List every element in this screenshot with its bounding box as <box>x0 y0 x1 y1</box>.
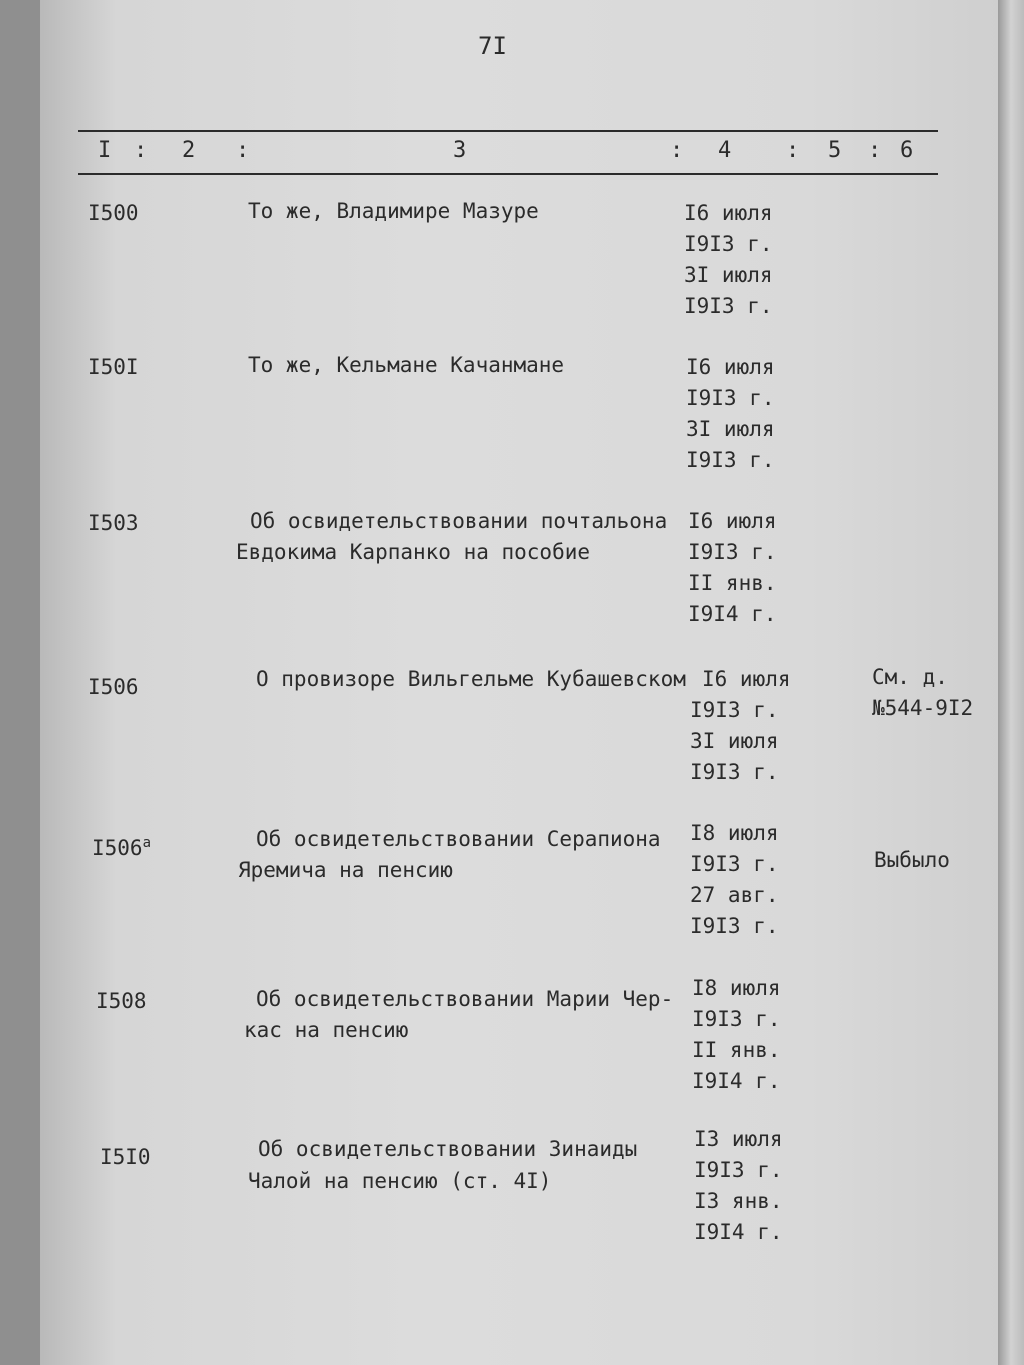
row-number: I503 <box>88 511 139 535</box>
row-date: I3 июля <box>694 1127 783 1151</box>
row-date: I6 июля <box>684 201 773 225</box>
row-date: II янв. <box>688 571 777 595</box>
row-description: Яремича на пенсию <box>238 858 453 882</box>
row-description: кас на пенсию <box>244 1018 409 1042</box>
row-number-main: I506 <box>92 836 143 860</box>
row-note: См. д. <box>872 665 948 689</box>
row-date: I9I3 г. <box>690 698 779 722</box>
row-date: I9I4 г. <box>692 1069 781 1093</box>
row-date: I6 июля <box>686 355 775 379</box>
row-description: Евдокима Карпанко на пособие <box>236 540 591 564</box>
row-date: 3I июля <box>690 729 779 753</box>
row-note: Выбыло <box>874 848 950 872</box>
row-date: I9I3 г. <box>690 852 779 876</box>
row-date: I9I3 г. <box>690 760 779 784</box>
row-date: I9I3 г. <box>686 386 775 410</box>
row-date: 3I июля <box>686 417 775 441</box>
row-number: I50I <box>88 355 139 379</box>
row-date: I9I3 г. <box>686 448 775 472</box>
header-col-1: I <box>98 138 113 163</box>
row-date: 27 авг. <box>690 883 779 907</box>
header-sep: : <box>134 138 149 163</box>
row-number: I506 <box>88 675 139 699</box>
row-number: I5I0 <box>100 1145 151 1169</box>
row-description: Чалой на пенсию (ст. 4I) <box>248 1169 552 1193</box>
header-rule-bottom <box>78 173 938 175</box>
row-date: I8 июля <box>692 976 781 1000</box>
row-description: Об освидетельствовании Марии Чер- <box>256 987 674 1011</box>
row-date: I9I3 г. <box>692 1007 781 1031</box>
header-sep: : <box>868 138 883 163</box>
row-date: I9I3 г. <box>684 294 773 318</box>
row-date: II янв. <box>692 1038 781 1062</box>
row-date: I9I4 г. <box>694 1220 783 1244</box>
row-date: I9I3 г. <box>688 540 777 564</box>
row-description: То же, Владимире Мазуре <box>248 199 539 223</box>
row-description: Об освидетельствовании почтальона <box>250 509 668 533</box>
header-col-4: 4 <box>718 138 733 163</box>
row-description: О провизоре Вильгельме Кубашевском <box>256 667 686 691</box>
header-col-6: 6 <box>900 138 915 163</box>
header-rule-top <box>78 130 938 132</box>
row-number-superscript: а <box>142 835 152 851</box>
row-description: Об освидетельствовании Серапиона <box>256 827 661 851</box>
header-col-5: 5 <box>828 138 843 163</box>
row-date: 3I июля <box>684 263 773 287</box>
row-date: I3 янв. <box>694 1189 783 1213</box>
header-sep: : <box>670 138 685 163</box>
page-edge <box>998 0 1024 1365</box>
header-sep: : <box>236 138 251 163</box>
row-date: I6 июля <box>702 667 791 691</box>
row-date: I9I3 г. <box>694 1158 783 1182</box>
row-date: I6 июля <box>688 509 777 533</box>
row-number: I508 <box>96 989 147 1013</box>
row-description: Об освидетельствовании Зинаиды <box>258 1137 638 1161</box>
header-sep: : <box>786 138 801 163</box>
row-number: I500 <box>88 201 139 225</box>
row-date: I9I3 г. <box>690 914 779 938</box>
header-col-2: 2 <box>182 138 197 163</box>
row-description: То же, Кельмане Качанмане <box>248 353 565 377</box>
row-date: I9I3 г. <box>684 232 773 256</box>
page-number: 7I <box>478 32 507 60</box>
row-date: I8 июля <box>690 821 779 845</box>
row-number <box>92 828 151 864</box>
row-note: №544-9I2 <box>872 696 974 720</box>
row-date: I9I4 г. <box>688 602 777 626</box>
header-col-3: 3 <box>453 138 468 163</box>
